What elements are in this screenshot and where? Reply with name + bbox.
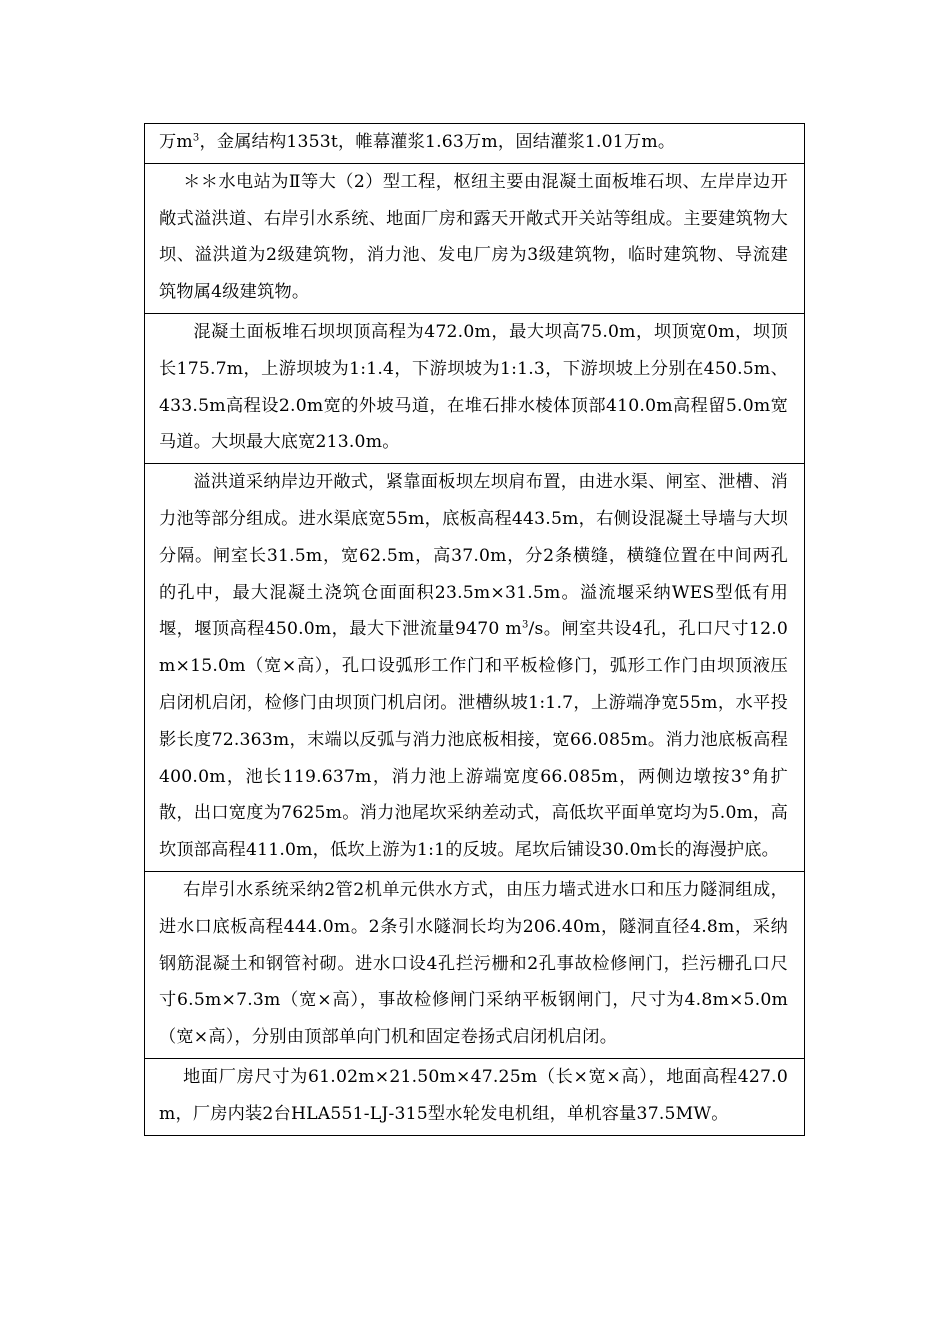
- engineering-description-table: [144, 123, 805, 1136]
- table-row: [145, 163, 805, 313]
- paragraph-text: /s。闸室共设4孔，孔口尺寸12.0m×15.0m（宽×高），孔口设弧形工作门和平板检修门，弧形工作门由坝顶液压启闭机启闭，检修门由坝顶门机启闭。泄槽纵坡1:1.7，上游端净宽55m，水平投影长度72.363m，末端以反弧与消力池底板相接，宽66.085m。消力池底板高程400.0m，池长119.637m，消力池上游端宽度66.085m，两侧边墩按3°角扩散，出口宽度为7625m。消力池尾坎采纳差动式，高低坎平面单宽均为5.0m，高坎顶部高程411.0m，低坎上游为1:1的反坡。尾坎后铺设30.0m长的海漫护底。: [159, 619, 788, 861]
- superscript: 3: [192, 132, 200, 144]
- spillway-paragraph: [159, 464, 788, 871]
- table-row: [145, 313, 805, 463]
- paragraph-text: ，金属结构1353t，帷幕灌浆1.63万m，固结灌浆1.01万m。: [199, 132, 676, 152]
- paragraph-text: 溢洪道采纳岸边开敞式，紧靠面板坝左坝肩布置，由进水渠、闸室、泄槽、消力池等部分组成。进水渠底宽55m，底板高程443.5m，右侧设混凝土导墙与大坝分隔。闸室长31.5m，宽62.5m，高37.0m，分2条横缝，横缝位置在中间两孔的孔中，最大混凝土浇筑仓面面积23.5m×31.5m。溢流堰采纳WES型低有用堰，堰顶高程450.0m，最大下泄流量9470 m: [159, 472, 788, 640]
- water-diversion-paragraph: 右岸引水系统采纳2管2机单元供水方式，由压力墙式进水口和压力隧洞组成，进水口底板高程444.0m。2条引水隧洞长均为206.40m，隧洞直径4.8m，采纳钢筋混凝土和钢管衬砌。进水口设4孔拦污栅和2孔事故检修闸门，拦污栅孔口尺寸6.5m×7.3m（宽×高），事故检修闸门采纳平板钢闸门，尺寸为4.8m×5.0m（宽×高），分别由顶部单向门机和固定卷扬式启闭机启闭。: [159, 879, 788, 1048]
- table-cell: [145, 871, 805, 1058]
- project-overview-paragraph: ＊＊水电站为Ⅱ等大（2）型工程，枢纽主要由混凝土面板堆石坝、左岸岸边开敞式溢洪道、右岸引水系统、地面厂房和露天开敞式开关站等组成。主要建筑物大坝、溢洪道为2级建筑物，消力池、发电厂房为3级建筑物，临时建筑物、导流建筑物属4级建筑物。: [159, 171, 788, 303]
- table-cell: [145, 163, 805, 313]
- table-cell: [145, 124, 805, 164]
- table-cell: [145, 1058, 805, 1135]
- superscript: 3: [521, 619, 529, 631]
- table-row: [145, 871, 805, 1058]
- table-row: [145, 464, 805, 872]
- quantities-paragraph: [159, 124, 788, 163]
- table-row: [145, 1058, 805, 1135]
- powerhouse-paragraph: 地面厂房尺寸为61.02m×21.50m×47.25m（长×宽×高），地面高程427.0m，厂房内装2台HLA551-LJ-315型水轮发电机组，单机容量37.5MW。: [159, 1066, 788, 1124]
- paragraph-text: 万m: [159, 132, 193, 152]
- dam-paragraph: 混凝土面板堆石坝坝顶高程为472.0m，最大坝高75.0m，坝顶宽0m，坝顶长175.7m，上游坝坡为1:1.4，下游坝坡为1:1.3，下游坝坡上分别在450.5m、433.5m高程设2.0m宽的外坡马道，在堆石排水棱体顶部410.0m高程留5.0m宽马道。大坝最大底宽213.0m。: [159, 321, 788, 453]
- table-cell: [145, 464, 805, 872]
- table-cell: [145, 313, 805, 463]
- table-row: [145, 124, 805, 164]
